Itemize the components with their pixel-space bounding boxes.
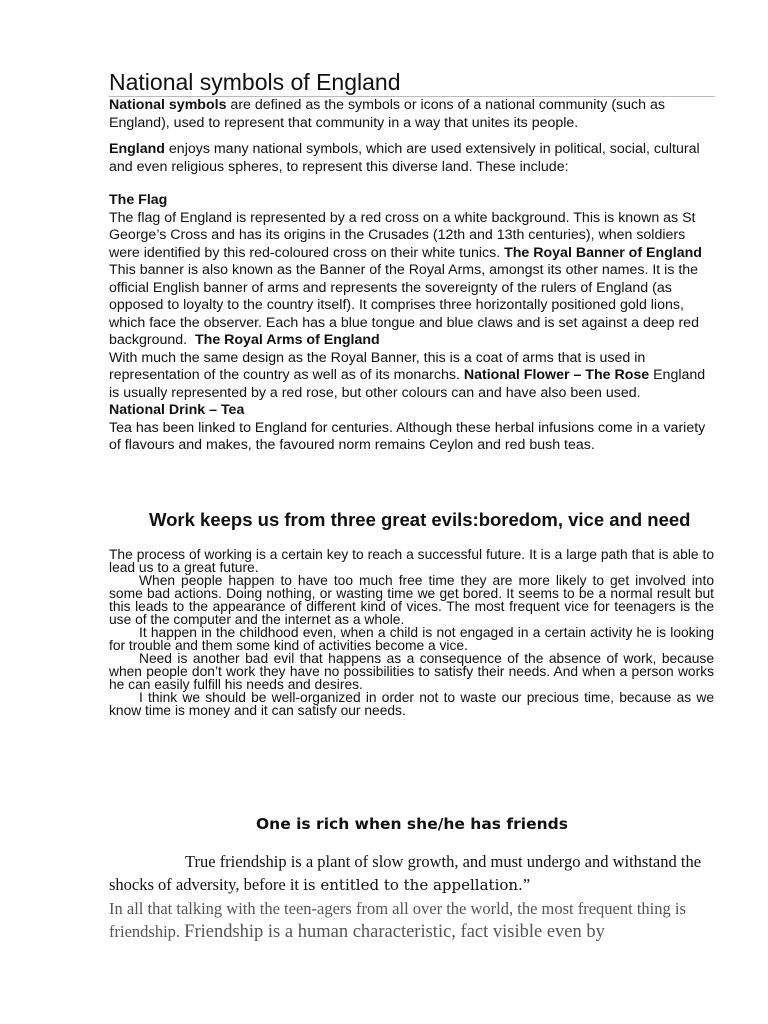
drink-heading: National Drink – Tea — [109, 402, 245, 418]
section-title-national-symbols: National symbols of England — [109, 68, 715, 97]
banner-heading: The Royal Banner of England — [504, 244, 702, 261]
drink-paragraph: Tea has been linked to England for centuries. Although these herbal infusions come in a variety of flavours and makes, the favoured norm remains Ceylon and red bush teas. — [109, 419, 706, 453]
work-paragraph-5: I think we should be well-organized in order not to waste our precious time, because as we know time is money and it can satisfy our needs. — [109, 690, 714, 718]
work-paragraph-2: When people happen to have too much free time they are more likely to get involved into some bad actions. Doing nothing, or wasting time we get bored. It seems to be a normal result but this leads to the appearance of different kind of vices. The most frequent vice for teenagers is the use of the computer and the internet as a whole. — [109, 573, 714, 627]
national-symbols-section — [109, 68, 715, 455]
friendship-paragraph: In all that talking with the teen-agers from all over the world, the most frequent thing is friendship. Friendship is a human characteristic, fact visible even by — [109, 899, 686, 942]
england-paragraph: England enjoys many national symbols, which are used extensively in political, social, cultural and even religious spheres, to represent this diverse land. These include: — [109, 141, 700, 175]
flag-and-banner-paragraph: The flag of England is represented by a red cross on a white background. This is known as St George’s Cross and has its origins in the Crusades (12th and 13th centuries), when soldiers were identified by this red-coloured cross on their white tunics. The Royal Banner of England This banner is also known as the Banner of the Royal Arms, amongst its other names. It is the official English banner of arms and represents the sovereignty of the rulers of England (as opposed to loyalty to the country itself). It comprises three horizontally positioned gold lions, which face the observer. Each has a blue tongue and blue claws and is set against a deep red background. The Royal Arms of England — [109, 209, 702, 348]
flag-heading: The Flag — [109, 192, 168, 208]
work-paragraph-1: The process of working is a certain key to reach a successful future. It is a large path that is able to lead us to a great future. — [109, 547, 714, 575]
intro-paragraph: National symbols are defined as the symbols or icons of a national community (such as England), used to represent that community in a way that unites its people. — [109, 97, 665, 131]
flower-heading: National Flower – The Rose — [463, 367, 650, 383]
section-title-work: Work keeps us from three great evils:boredom, vice and need — [149, 509, 691, 530]
work-paragraph-4: Need is another bad evil that happens as a consequence of the absence of work, because when people don’t work they have no possibilities to satisfy their needs. And when a person works he can easily fulfill his needs and desires. — [109, 651, 714, 692]
friendship-quote: True friendship is a plant of slow growth, and must undergo and withstand the shocks of adversity, before it is entitled to the appellation.” — [109, 852, 702, 894]
arms-and-flower-paragraph: With much the same design as the Royal Banner, this is a coat of arms that is used in representation of the country as well as of its monarchs. National Flower – The Rose England is usually represented by a red rose, but other colours can and have also been used. — [109, 349, 706, 401]
work-essay-section — [109, 506, 714, 717]
arms-heading: The Royal Arms of England — [194, 332, 380, 348]
work-paragraph-3: It happen in the childhood even, when a child is not engaged in a certain activity he is looking for trouble and them some kind of activities become a vice. — [109, 625, 714, 653]
friendship-essay-section — [109, 810, 715, 944]
section-title-friends: One is rich when she/he has friends — [256, 815, 568, 833]
